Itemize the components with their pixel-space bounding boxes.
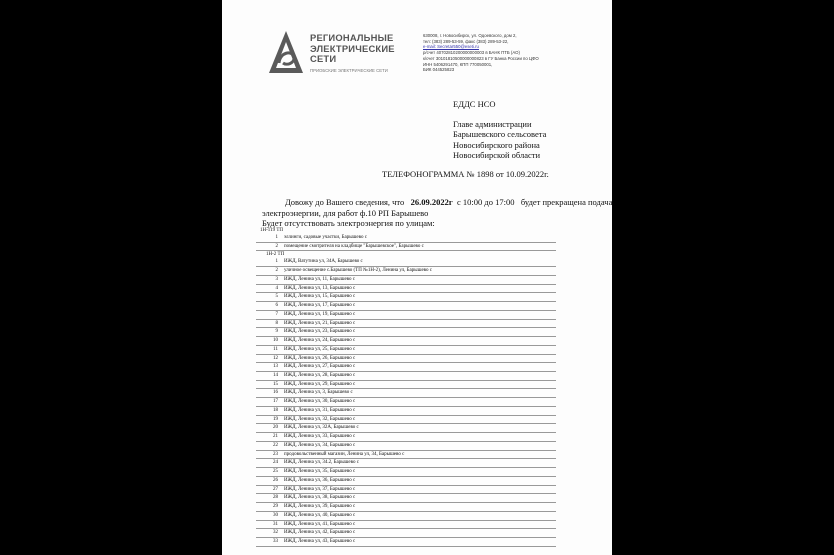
- contact-line: р/счет 40702810200000000003 в БАНК ПТБ (АО): [423, 50, 520, 56]
- table-row: [256, 258, 556, 267]
- row-number: 14: [273, 373, 278, 379]
- row-number: 2: [275, 268, 278, 274]
- row-number: 3: [275, 276, 278, 282]
- row-number: 17: [273, 399, 278, 405]
- table-row: [256, 267, 556, 276]
- table-row: [256, 337, 556, 346]
- row-number: 12: [273, 355, 278, 361]
- row-address: ИЖД, Ленина ул, 43, Барышево с: [284, 538, 356, 544]
- row-number: 5: [275, 294, 278, 300]
- table-row: [256, 311, 556, 320]
- row-address: ИЖД, Ленина ул, 21, Барышево с: [284, 320, 356, 326]
- contact-email: e-mail: Secretar550@eseti.ru: [423, 44, 479, 50]
- row-address: помещение смотрителя на кладбище "Барышевское", Барышево с: [284, 243, 424, 249]
- recipient-line1: Главе администрации: [453, 119, 532, 129]
- row-address: ИЖД, Ленина ул, 40, Барышево с: [284, 512, 356, 518]
- row-number: 18: [273, 407, 278, 413]
- table-row: [256, 346, 556, 355]
- body-intro: Довожу до Вашего сведения, что: [285, 197, 405, 207]
- row-number: 9: [275, 329, 278, 335]
- row-number: 31: [273, 521, 278, 527]
- row-number: 19: [273, 416, 278, 422]
- table-row: [256, 416, 556, 425]
- section2-list: [256, 258, 556, 546]
- row-address: ИЖД, Ленина ул, 11, Барышево с: [284, 276, 355, 282]
- company-name: [310, 33, 395, 65]
- row-address: ИЖД, Ленина ул, 34, Барышево с: [284, 442, 356, 448]
- row-number: 7: [275, 311, 278, 317]
- contact-line: БИК 044525823: [423, 67, 455, 73]
- row-number: 20: [273, 425, 278, 431]
- row-address: ИЖД, Ленина ул, 37, Барышево с: [284, 486, 356, 492]
- row-number: 2: [275, 243, 278, 249]
- row-number: 22: [273, 442, 278, 448]
- row-number: 21: [273, 434, 278, 440]
- row-number: 4: [275, 285, 278, 291]
- table-row: [256, 451, 556, 460]
- row-address: ИЖД, Ленина ул, 25, Барышево с: [284, 346, 356, 352]
- contact-line: к/счет 30101810500000000823 в ГУ Банка России по ЦФО: [423, 55, 539, 61]
- row-address: ИЖД, Ленина ул, 15, Барышево с: [284, 294, 356, 300]
- table-row: [256, 285, 556, 294]
- table-row: [256, 276, 556, 285]
- row-number: 6: [275, 303, 278, 309]
- row-number: 15: [273, 381, 278, 387]
- row-number: 29: [273, 504, 278, 510]
- company-name-line3: СЕТИ: [310, 53, 337, 64]
- company-subtitle: ПРИОБСКИЕ ЭЛЕКТРИЧЕСКИЕ СЕТИ: [310, 68, 388, 73]
- row-address: ИЖД, Ленина ул, 35, Барышево с: [284, 469, 356, 475]
- row-address: ИЖД, Ленина ул, 26, Барышево с: [284, 355, 356, 361]
- contact-line: тел: (383) 289-53-59, факс (383) 289-53-22,: [423, 38, 509, 44]
- row-address: ИЖД, Ленина ул, 36, Барышево с: [284, 477, 356, 483]
- recipient-edds: ЕДДС НСО: [453, 99, 496, 109]
- document-title: ТЕЛЕФОНОГРАММА № 1898 от 10.09.2022г.: [382, 169, 549, 179]
- table-row: [256, 424, 556, 433]
- row-number: 28: [273, 495, 278, 501]
- row-address: ИЖД, Ленина ул, 19, Барышево с: [284, 311, 356, 317]
- row-number: 23: [273, 451, 278, 457]
- company-logo-icon: [268, 30, 304, 74]
- row-address: ИЖД, Ленина ул, 3, Барышево с: [284, 390, 353, 396]
- row-number: 27: [273, 486, 278, 492]
- table-row: [256, 433, 556, 442]
- street-list: [256, 227, 556, 547]
- row-address: ИЖД, Ленина ул, 29, Барышево с: [284, 381, 356, 387]
- table-row: [256, 328, 556, 337]
- table-row: [256, 243, 556, 252]
- table-row: [256, 355, 556, 364]
- row-number: 30: [273, 512, 278, 518]
- row-address: продовольственный магазин, Ленина ул, 34, Барышево с: [284, 451, 405, 457]
- table-row: [256, 293, 556, 302]
- row-number: 32: [273, 530, 278, 536]
- row-address: ИЖД, Ленина ул, 27, Барышево с: [284, 364, 356, 370]
- table-row: [256, 459, 556, 468]
- table-row: [256, 407, 556, 416]
- row-address: ИЖД, Ленина ул, 17, Барышево с: [284, 303, 356, 309]
- row-number: 1: [275, 235, 278, 240]
- row-address: уличное освещение с.Барышево (ТП №1Н-2), Ленина ул, Барышево с: [284, 268, 432, 274]
- table-row: [256, 302, 556, 311]
- table-row: [256, 234, 556, 243]
- table-row: [256, 477, 556, 486]
- row-number: 11: [273, 346, 278, 352]
- row-number: 33: [273, 538, 278, 544]
- row-address: ИЖД, Ленина ул, 38, Барышево с: [284, 495, 356, 501]
- table-row: [256, 538, 556, 547]
- row-address: эллинги, садовые участки, Барышево с: [284, 235, 367, 240]
- table-row: [256, 521, 556, 530]
- recipient-line4: Новосибирской области: [453, 150, 541, 160]
- table-row: [256, 468, 556, 477]
- recipient-line3: Новосибирского района: [453, 140, 540, 150]
- table-row: [256, 512, 556, 521]
- row-address: ИЖД, Ленина ул, 24, Барышево с: [284, 338, 356, 344]
- table-row: [256, 442, 556, 451]
- row-number: 16: [273, 390, 278, 396]
- row-number: 1: [275, 259, 278, 265]
- table-row: [256, 381, 556, 390]
- row-number: 26: [273, 477, 278, 483]
- company-contacts: [423, 33, 603, 73]
- row-number: 8: [275, 320, 278, 326]
- outage-time: с 10:00 до 17:00: [457, 197, 515, 207]
- row-number: 13: [273, 364, 278, 370]
- table-row: [256, 372, 556, 381]
- table-row: [256, 389, 556, 398]
- table-row: [256, 529, 556, 538]
- contact-line: 630008, г. Новосибирск, ул. Одоевского, дом 2,: [423, 33, 517, 38]
- row-address: ИЖД, Ленина ул, 32, Барышево с: [284, 416, 356, 422]
- row-address: ИЖД, Ленина ул, 33, Барышево с: [284, 434, 356, 440]
- section-header: 1Н-2 ТП: [266, 252, 285, 258]
- section-header: 1Н-119 ТП: [260, 228, 284, 233]
- row-address: ИЖД, Ленина ул, 32А, Барышево с: [284, 425, 359, 431]
- table-row: [256, 363, 556, 372]
- company-name-line2: ЭЛЕКТРИЧЕСКИЕ: [310, 42, 395, 54]
- row-address: ИЖД, Ленина ул, 31, Барышево с: [284, 407, 356, 413]
- outage-date: 26.09.2022г: [410, 197, 453, 207]
- row-address: ИЖД, Ватутина ул, 34А, Барышево с: [284, 259, 363, 265]
- row-number: 10: [273, 338, 278, 344]
- row-address: ИЖД, Ленина ул, 39, Барышево с: [284, 504, 356, 510]
- table-row: [256, 494, 556, 503]
- recipient-line2: Барышевского сельсовета: [453, 129, 547, 139]
- document-page: [222, 0, 612, 555]
- table-row: [256, 398, 556, 407]
- company-name-line1: РЕГИОНАЛЬНЫЕ: [310, 32, 394, 43]
- row-address: ИЖД, Ленина ул, 30, Барышево с: [284, 399, 356, 405]
- table-row: [256, 503, 556, 512]
- table-row: [256, 486, 556, 495]
- body-tail: будет прекращена подача: [520, 197, 612, 207]
- row-address: ИЖД, Ленина ул, 28, Барышево с: [284, 373, 356, 379]
- table-row: [256, 320, 556, 329]
- body-line3: Будет отсутствовать электроэнергия по улицам:: [262, 218, 435, 228]
- row-address: ИЖД, Ленина ул, 42, Барышево с: [284, 530, 356, 536]
- body-line2: электроэнергии, для работ ф.10 РП Барышево: [262, 208, 429, 218]
- row-number: 25: [273, 469, 278, 475]
- row-number: 24: [273, 460, 278, 466]
- row-address: ИЖД, Ленина ул, 34.2, Барышево с: [284, 460, 359, 466]
- row-address: ИЖД, Ленина ул, 41, Барышево с: [284, 521, 356, 527]
- contact-line: ИНН 5406291470, КПП 770050001,: [423, 61, 493, 67]
- row-address: ИЖД, Ленина ул, 23, Барышево с: [284, 329, 356, 335]
- row-address: ИЖД, Ленина ул, 13, Барышево с: [284, 285, 356, 291]
- body-line1: [285, 197, 612, 207]
- section1-list: [256, 234, 556, 251]
